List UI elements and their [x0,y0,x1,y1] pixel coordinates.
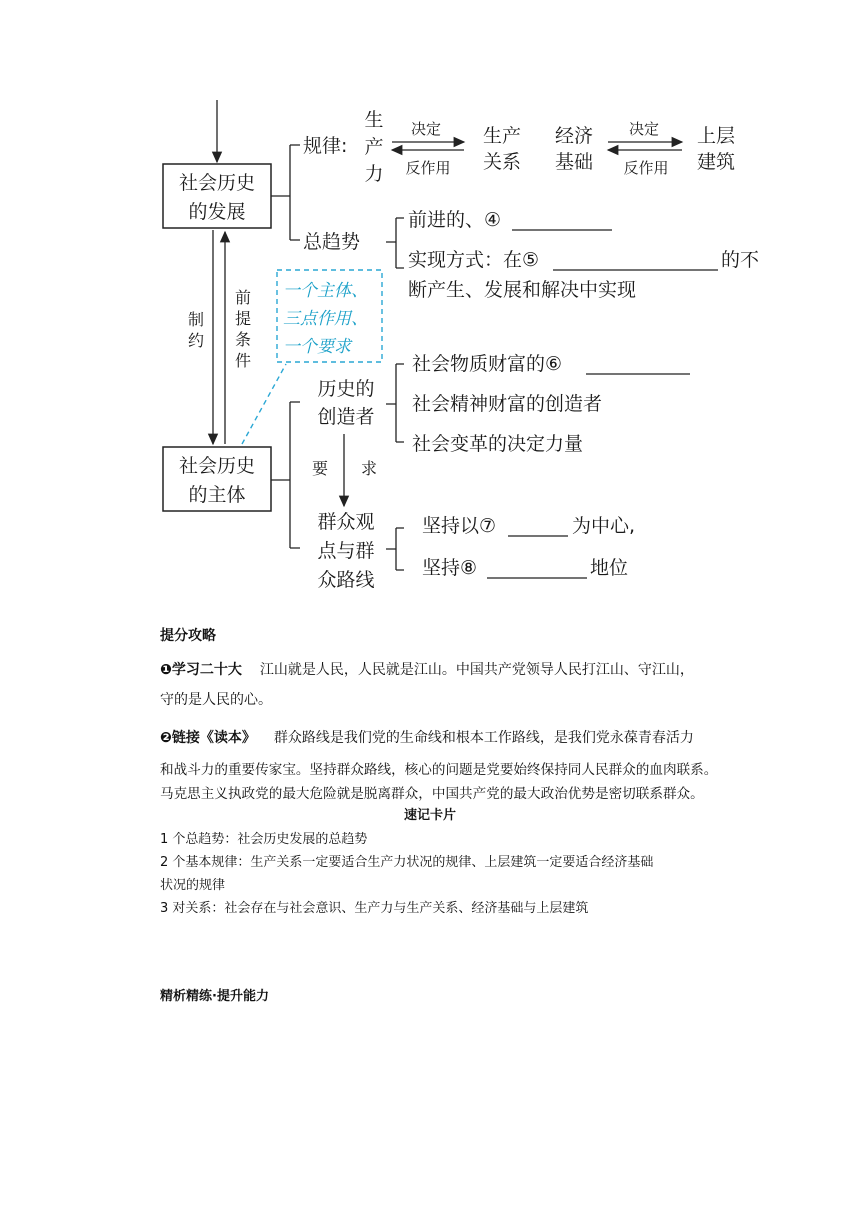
eb-1: 经济 [554,125,594,147]
creators-2: 创造者 [317,406,375,428]
mass-item-2b: 地位 [590,557,629,579]
tips-heading: 提分攻略 [160,628,216,644]
label-pre-2: 提 [234,309,252,328]
trend-way-2: 断产生、发展和解决中实现 [408,279,637,301]
subject-bracket [271,402,300,548]
tips-item2-line1 [160,727,694,749]
box-development-line2: 的发展 [188,201,246,223]
decides-1: 决定 [410,120,442,138]
card-line-2: 2 个基本规律：生产关系一定要适合生产力状况的规律、上层建筑一定要适合经济基础 [160,855,654,870]
mass-item-1a: 坚持以⑦ [422,515,497,537]
pr-1: 生产 [482,125,522,147]
mass-3: 众路线 [317,569,375,591]
card-line-4: 3 对关系：社会存在与社会意识、生产力与生产关系、经济基础与上层建筑 [160,901,589,916]
note-line-3: 一个要求 [283,337,351,357]
label-pre-1: 前 [234,288,252,307]
counter-1: 反作用 [405,159,451,177]
pr-2: 关系 [482,151,522,173]
req-2: 求 [360,459,378,478]
trend-label: 总趋势 [303,231,361,253]
mass-2: 点与群 [317,540,375,562]
mass-1: 群众观 [317,511,375,533]
counter-2: 反作用 [623,159,669,177]
ss-2: 建筑 [696,151,736,173]
tips-item2-tag: ❷链接《读本》 [160,730,256,746]
trend-way-1b: 的不 [721,249,760,271]
trend-forward: 前进的、④ [408,209,502,231]
tips-item2-line2: 和战斗力的重要传家宝。坚持群众路线，核心的问题是党要始终保持同人民群众的血肉联系。 [160,762,718,778]
creator-item-1: 社会物质财富的⑥ [412,353,563,375]
req-1: 要 [311,459,329,478]
label-constrain-2: 约 [187,331,205,350]
ss-1: 上层 [696,125,736,147]
mass-item-2a: 坚持⑧ [422,557,478,579]
card-line-1: 1 个总趋势：社会历史发展的总趋势 [160,832,368,847]
pf-3: 力 [364,163,384,185]
tips-item1-line2: 守的是人民的心。 [160,692,272,708]
tips-item1-line1 [160,659,694,681]
note-line-2: 三点作用、 [283,309,368,329]
eb-2: 基础 [554,151,594,173]
label-pre-4: 件 [234,351,252,370]
knowledge-diagram [0,0,860,600]
box-development-line1: 社会历史 [178,172,256,194]
tips-item1-tag: ❶学习二十大 [160,662,242,678]
note-connector [242,364,286,444]
creator-item-3: 社会变革的决定力量 [412,433,584,455]
box-subject-line1: 社会历史 [178,455,256,477]
law-label: 规律: [303,135,348,157]
development-bracket [271,145,300,240]
section-title: 精析精练·提升能力 [160,989,269,1004]
card-line-3: 状况的规律 [160,878,226,893]
mass-item-1b: 为中心, [572,515,636,537]
card-title: 速记卡片 [403,808,456,823]
tips-item2-line3: 马克思主义执政党的最大危险就是脱离群众，中国共产党的最大政治优势是密切联系群众。 [160,786,704,802]
creators-1: 历史的 [317,378,375,400]
pf-2: 产 [364,136,384,158]
label-pre-3: 条 [234,330,252,349]
tips-item2-text: 群众路线是我们党的生命线和根本工作路线，是我们党永葆青春活力 [273,730,694,746]
pf-1: 生 [364,109,384,131]
creator-item-2: 社会精神财富的创造者 [412,393,603,415]
tips-item1-text: 江山就是人民，人民就是江山。中国共产党领导人民打江山、守江山， [259,662,694,678]
label-constrain-1: 制 [187,310,205,329]
trend-way-1: 实现方式：在⑤ [408,249,540,271]
creators-bracket [386,364,404,442]
decides-2: 决定 [628,120,660,138]
note-line-1: 一个主体、 [283,281,368,301]
trend-bracket [386,218,404,268]
mass-bracket [386,528,404,570]
box-subject-line2: 的主体 [188,484,246,506]
